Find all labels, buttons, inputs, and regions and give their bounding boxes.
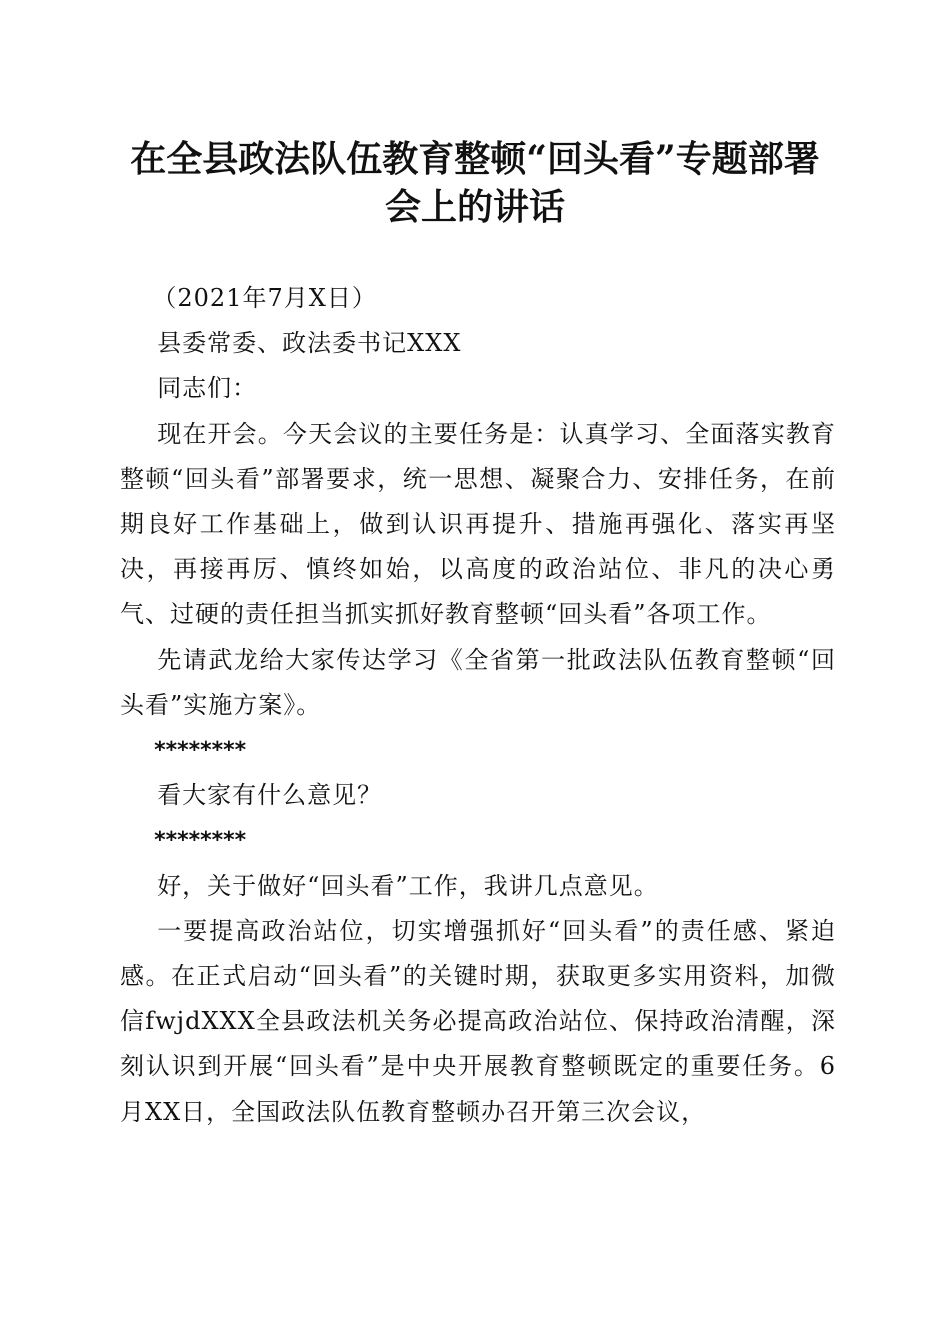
speaker-line: 县委常委、政法委书记XXX	[157, 329, 462, 358]
document-title-line-2: 会上的讲话	[384, 186, 565, 228]
document-title-line-1: 在全县政法队伍教育整顿“回头看”专题部署	[130, 138, 820, 180]
transition-line: 好，关于做好“回头看”工作，我讲几点意见。	[157, 871, 659, 900]
separator-1: ********	[154, 738, 247, 764]
point-one-paragraph: 一要提高政治站位，切实增强抓好“回头看”的责任感、紧迫感。在正式启动“回头看”的关键时期，获取更多实用资料，加微信fwjdXXX全县政法机关务必提高政治站位、保持政治清醒，深刻认识到开展“回头看”是中央开展教育整顿既定的重要任务。6月XX日，全国政法队伍教育整顿办召开第三次会议，	[120, 916, 836, 1126]
separator-2: ********	[154, 828, 247, 854]
question-line: 看大家有什么意见？	[157, 781, 383, 810]
paragraph-relay: 先请武龙给大家传达学习《全省第一批政法队伍教育整顿“回头看”实施方案》。	[120, 645, 836, 719]
document-body	[120, 276, 836, 1135]
salutation: 同志们：	[157, 374, 258, 403]
paragraph-opening: 现在开会。今天会议的主要任务是：认真学习、全面落实教育整顿“回头看”部署要求，统一思想、凝聚合力、安排任务，在前期良好工作基础上，做到认识再提升、措施再强化、落实再坚决，再接再厉、慎终如始，以高度的政治站位、非凡的决心勇气、过硬的责任担当抓实抓好教育整顿“回头看”各项工作。	[120, 419, 836, 629]
speech-date: （2021年7月X日）	[152, 284, 377, 312]
